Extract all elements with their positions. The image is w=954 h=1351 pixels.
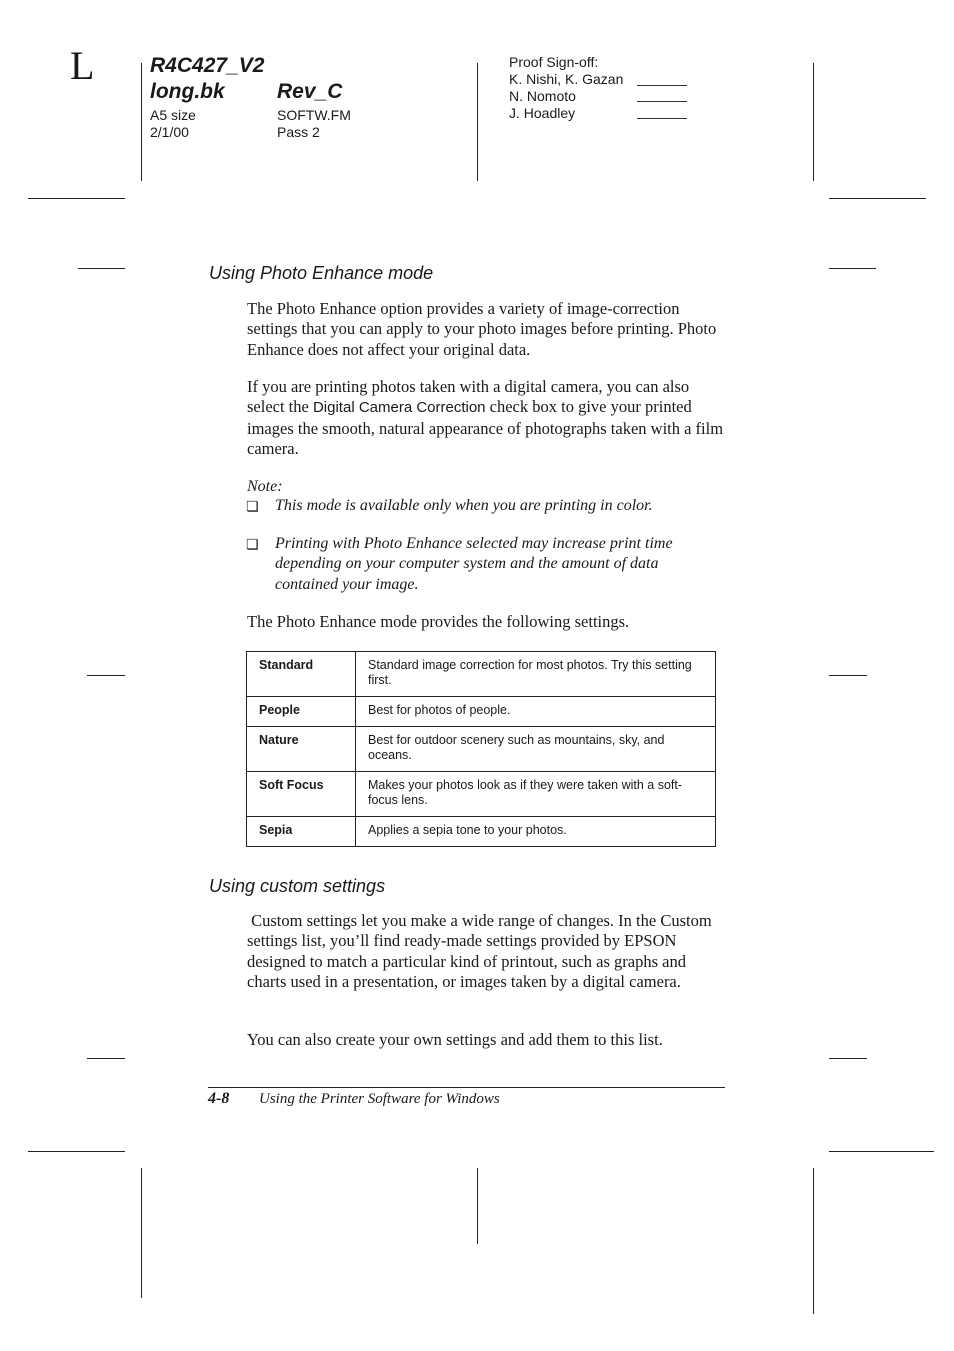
doc-id-title [150, 52, 264, 79]
signature-line [637, 101, 687, 102]
crop-mark-horizontal [78, 268, 125, 269]
crop-mark-horizontal [829, 675, 867, 676]
setting-name: People [247, 697, 356, 727]
page-number: 4-8 [208, 1090, 230, 1107]
setting-name: Soft Focus [247, 772, 356, 817]
crop-mark-vertical [477, 63, 478, 181]
running-footer-title: Using the Printer Software for Windows [259, 1091, 500, 1107]
table-row [247, 697, 716, 727]
crop-mark-vertical [813, 1168, 814, 1314]
crop-mark-horizontal [829, 268, 876, 269]
setting-description: Applies a sepia tone to your photos. [356, 817, 716, 847]
crop-mark-vertical [141, 1168, 142, 1298]
note-item: This mode is available only when you are printing in color. [275, 497, 653, 514]
paragraph: You can also create your own settings and add them to this list. [247, 1030, 663, 1049]
crop-mark-horizontal [28, 198, 125, 199]
signer-name: J. Hoadley [509, 105, 576, 121]
note-item: Printing with Photo Enhance selected may increase print time depending on your computer system and the amount of data contained your image. [275, 535, 673, 593]
note-label: Note: [247, 478, 283, 495]
table-row [247, 817, 716, 847]
footer-rule [208, 1087, 725, 1088]
pass-number: Pass 2 [277, 124, 320, 140]
crop-mark-horizontal [829, 1058, 867, 1059]
proof-signoff-label: Proof Sign-off: [509, 54, 599, 70]
crop-mark-horizontal [829, 198, 926, 199]
setting-name: Standard [247, 652, 356, 697]
revision: Rev_C [277, 80, 343, 103]
setting-name: Nature [247, 727, 356, 772]
paragraph [247, 377, 727, 459]
note-bullet: ❏ [246, 499, 259, 515]
crop-mark-vertical [813, 63, 814, 181]
crop-mark-horizontal [829, 1151, 934, 1152]
section-heading-custom-settings: Using custom settings [209, 876, 386, 896]
setting-description: Best for outdoor scenery such as mountains, sky, and oceans. [356, 727, 716, 772]
setting-description: Best for photos of people. [356, 697, 716, 727]
note-bullet: ❏ [246, 537, 259, 553]
section-heading-photo-enhance: Using Photo Enhance mode [209, 263, 434, 283]
paragraph: The Photo Enhance mode provides the following settings. [247, 612, 630, 631]
file-name: SOFTW.FM [277, 107, 351, 123]
paper-size: A5 size [150, 107, 196, 123]
ui-option-name: Digital Camera Correction [312, 399, 486, 417]
paragraph-text: If you are printing photos taken with a digital camera, you can also select the [247, 377, 690, 417]
crop-mark-horizontal [28, 1151, 125, 1152]
crop-mark-horizontal [87, 1058, 125, 1059]
table-row [247, 652, 716, 697]
signature-line [637, 118, 687, 119]
table-row [247, 772, 716, 817]
settings-table [246, 651, 716, 847]
signer-name: N. Nomoto [509, 88, 576, 104]
table-row [247, 727, 716, 772]
doc-code: R4C427_V2 [150, 54, 265, 77]
paragraph: The Photo Enhance option provides a variety of image-correction settings that you can apply to your photo images before printing. Photo Enhance does not affect your original data. [247, 299, 717, 359]
crop-mark-horizontal [87, 675, 125, 676]
paragraph: Custom settings let you make a wide range of changes. In the Custom settings list, you’ll find ready-made settings provided by EPSON designed to match a particular kind of printout, such as graphs and charts used in a presentation, or images taken by a digital camera. [247, 911, 716, 991]
corner-letter: L [70, 43, 95, 88]
paragraph-text: check box to give your printed images the smooth, natural appearance of photographs taken with a film camera. [247, 397, 724, 458]
signer-name: K. Nishi, K. Gazan [509, 71, 624, 87]
setting-description: Makes your photos look as if they were taken with a soft-focus lens. [356, 772, 716, 817]
crop-mark-vertical [477, 1168, 478, 1244]
setting-name: Sepia [247, 817, 356, 847]
book-name: long.bk [150, 80, 225, 103]
signature-line [637, 85, 687, 86]
setting-description: Standard image correction for most photos. Try this setting first. [356, 652, 716, 697]
doc-date: 2/1/00 [150, 124, 189, 140]
crop-mark-vertical [141, 63, 142, 181]
